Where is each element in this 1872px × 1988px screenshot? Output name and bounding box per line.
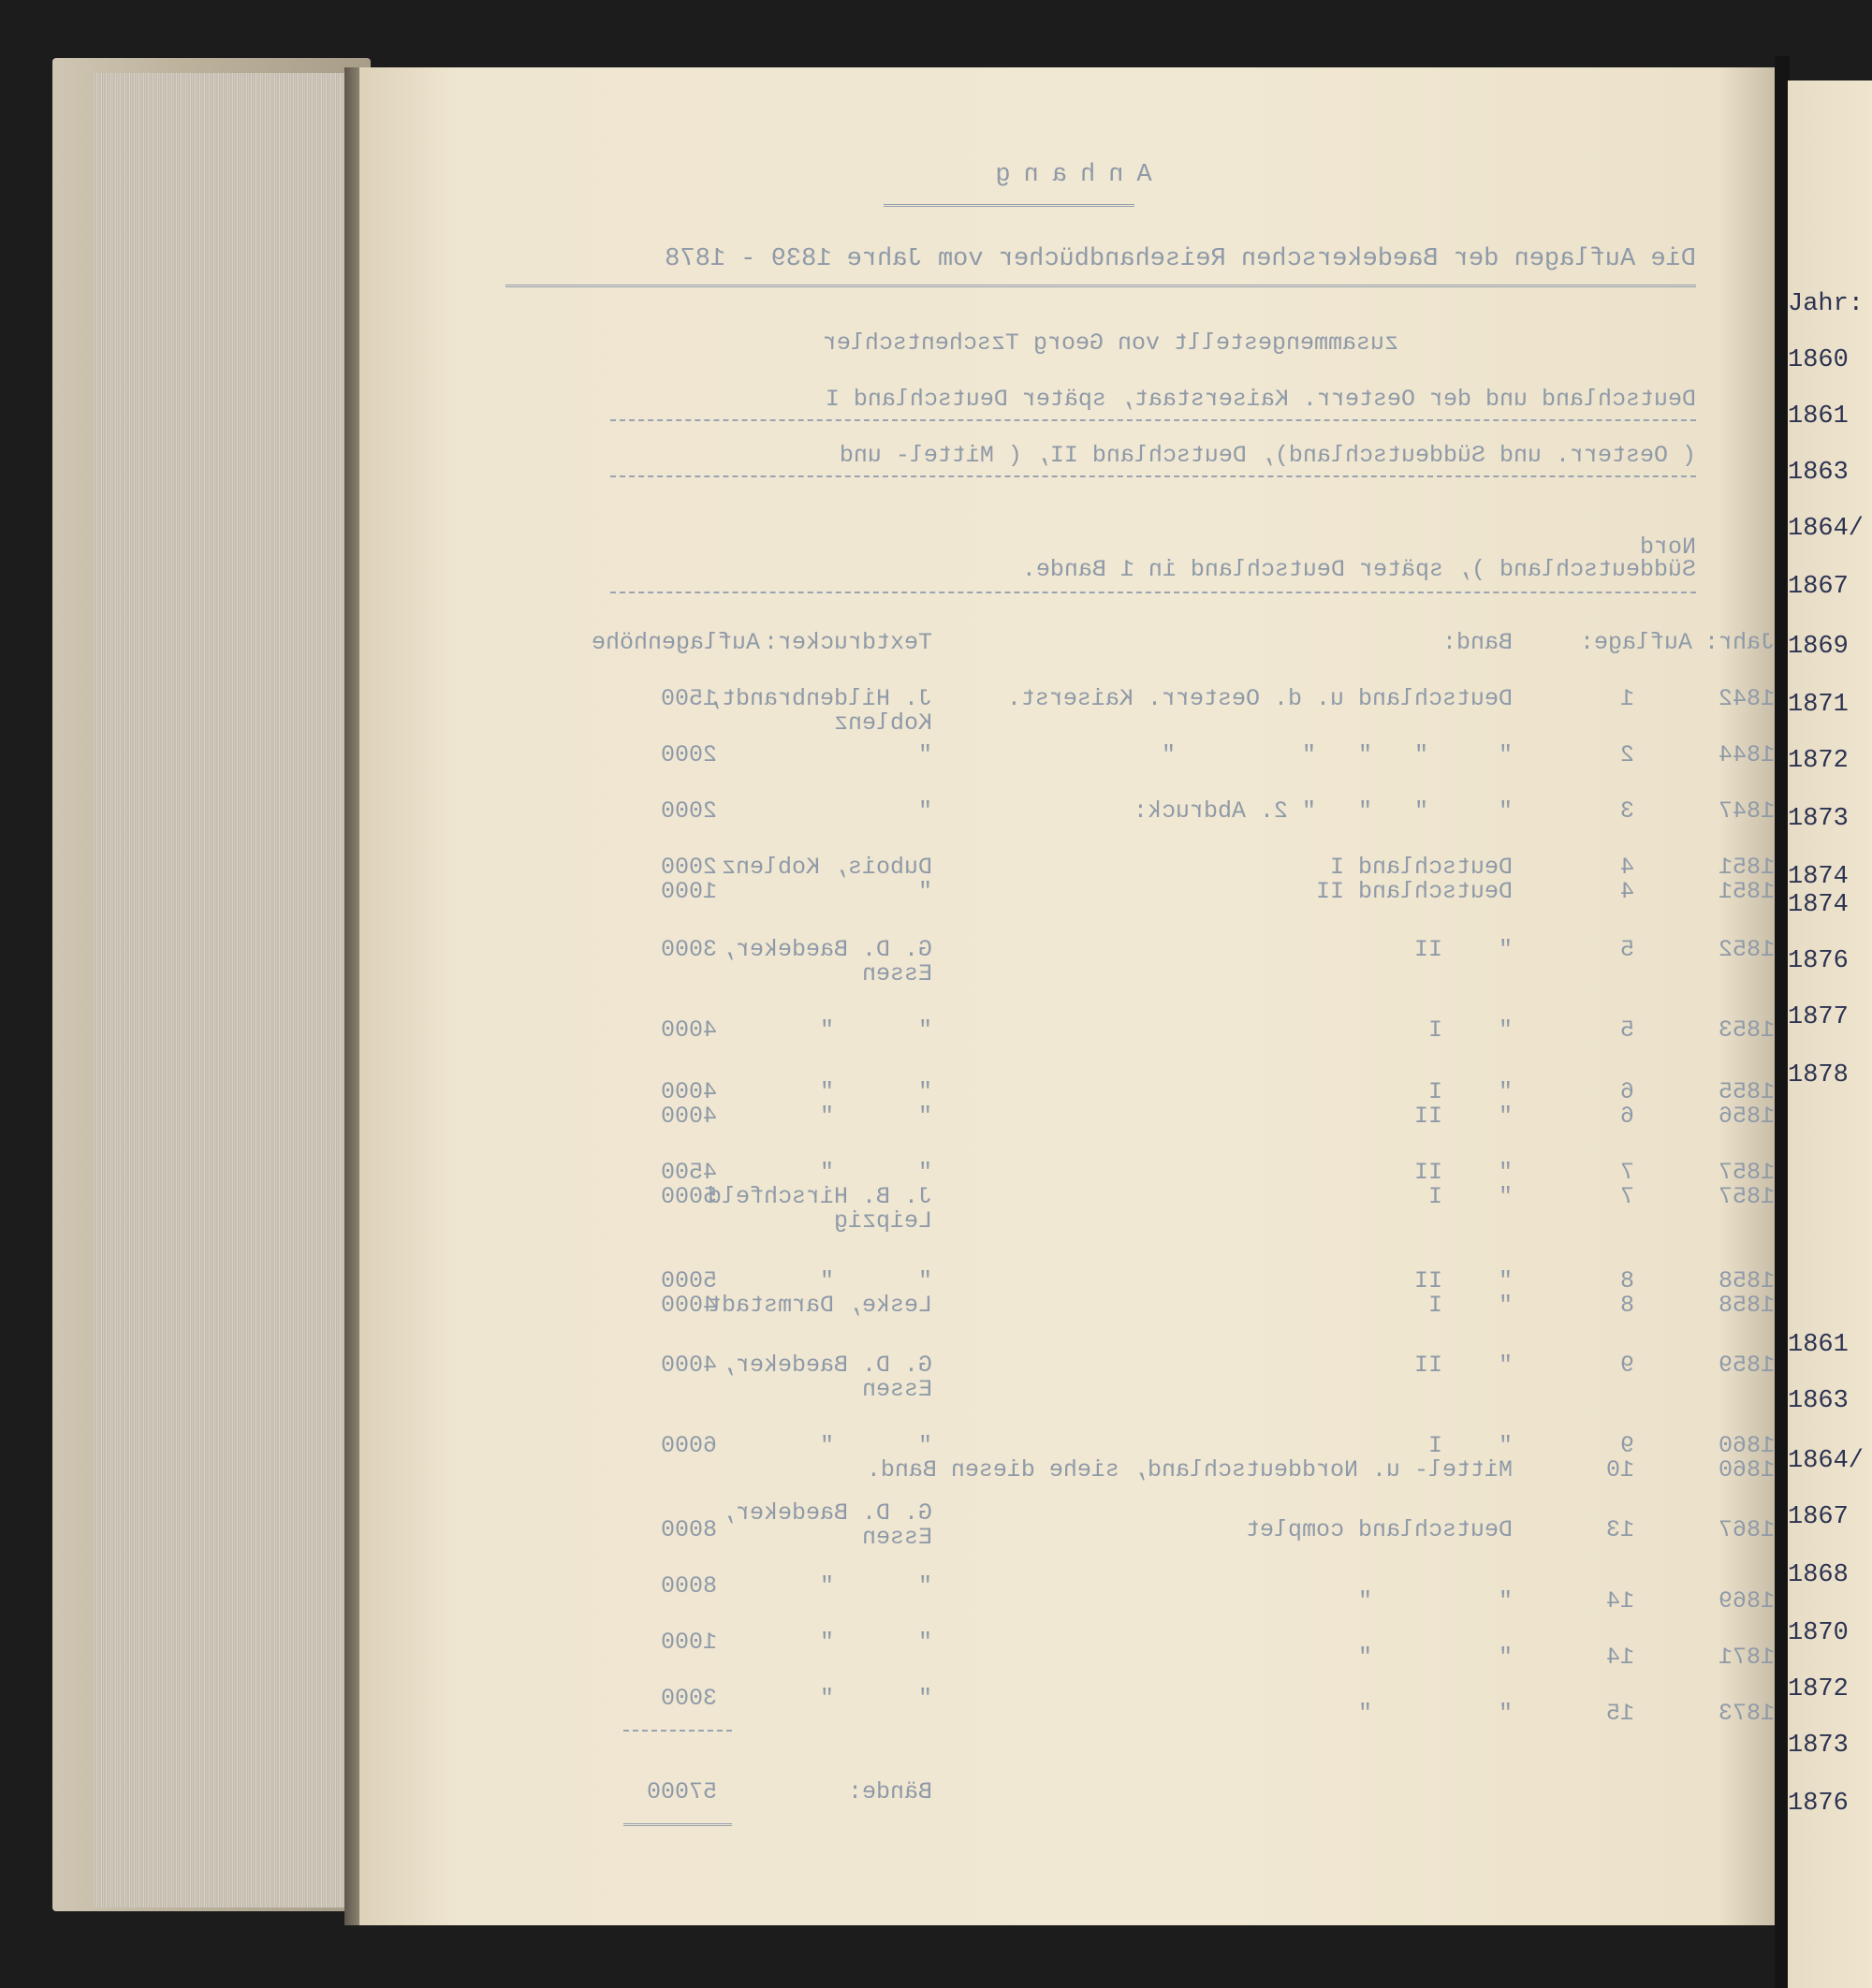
right-year: 1867	[1788, 573, 1849, 601]
cell-jahr: 1855	[1718, 1078, 1775, 1105]
cell-drucker: " "	[819, 1685, 932, 1712]
cell-hoehe: 2000	[660, 741, 717, 768]
right-year: 1874	[1788, 891, 1849, 919]
footer-label: Bände:	[847, 1778, 932, 1805]
col-auflage: Auflage:	[1579, 629, 1692, 656]
cell-jahr: 1851	[1718, 854, 1775, 881]
cell-drucker-ort: Essen	[861, 1376, 932, 1403]
right-year: 1873	[1788, 805, 1849, 833]
cell-band: Deutschland u. d. Oesterr. Kaiserst.	[1006, 685, 1513, 712]
cell-hoehe: 2000	[660, 797, 717, 825]
cell-jahr: 1842	[1718, 685, 1775, 712]
cell-auflage: 13	[1605, 1516, 1634, 1543]
col-band: Band:	[1441, 629, 1513, 656]
cell-auflage: 9	[1619, 1432, 1634, 1459]
cell-auflage: 9	[1619, 1352, 1634, 1379]
cell-drucker: G. D. Baedeker,	[721, 936, 932, 963]
cell-drucker: " "	[819, 1159, 932, 1186]
cell-drucker: J. B. Hirschfeld	[707, 1183, 932, 1210]
cell-hoehe: 4000	[660, 1016, 717, 1044]
cell-drucker-ort: Leipzig	[833, 1207, 932, 1235]
cell-auflage: 15	[1605, 1700, 1634, 1727]
right-year: 1872	[1788, 747, 1849, 775]
cell-auflage: 3	[1619, 797, 1634, 825]
cell-drucker: " "	[819, 1267, 932, 1294]
cell-drucker: " "	[819, 1432, 932, 1459]
cell-jahr: 1856	[1718, 1103, 1775, 1130]
cell-jahr: 1857	[1718, 1159, 1775, 1186]
right-year: 1863	[1788, 459, 1849, 487]
sum-underline	[623, 1730, 732, 1732]
cell-auflage: 2	[1619, 741, 1634, 768]
right-year: 1874	[1788, 863, 1849, 891]
cell-band: Deutschland I	[1329, 854, 1513, 881]
cell-hoehe: 4000	[660, 1078, 717, 1105]
right-year: 1876	[1788, 947, 1849, 975]
cell-auflage: 7	[1619, 1183, 1634, 1210]
cell-auflage: 8	[1619, 1267, 1634, 1294]
cell-drucker: " "	[819, 1078, 932, 1105]
cell-hoehe: 4500	[660, 1159, 717, 1186]
scope-line-3: Süddeutschland ), später Deutschland in 1 Bande.	[1021, 556, 1696, 583]
cell-auflage: 8	[1619, 1292, 1634, 1319]
cell-jahr: 1857	[1718, 1183, 1775, 1210]
right-year: 1864/	[1788, 515, 1865, 543]
cell-drucker: " "	[819, 1103, 932, 1130]
col-jahr: Jahr:	[1704, 629, 1775, 656]
cell-jahr: 1859	[1718, 1352, 1775, 1379]
cell-jahr: 1853	[1718, 1016, 1775, 1044]
cell-auflage: 6	[1619, 1103, 1634, 1130]
col-auflagenhoehe: Auflagenhöhe	[591, 629, 760, 656]
cell-hoehe: 5000	[660, 1183, 717, 1210]
cell-hoehe: 6000	[660, 1432, 717, 1459]
cell-hoehe: 2000	[660, 854, 717, 881]
cell-drucker: "	[917, 878, 932, 905]
right-year: 1861	[1788, 402, 1849, 431]
sum-double-underline	[623, 1823, 732, 1826]
cell-drucker: Leske, Darmstadt	[707, 1292, 932, 1319]
cell-jahr: 1844	[1718, 741, 1775, 768]
cell-drucker: G. D. Baedeker,	[721, 1499, 932, 1527]
cell-auflage: 4	[1619, 854, 1634, 881]
right-year: 1867	[1788, 1503, 1849, 1531]
cell-jahr: 1858	[1718, 1267, 1775, 1294]
cell-auflage: 5	[1619, 936, 1634, 963]
cell-band: " " " " 2. Abdruck:	[1133, 797, 1513, 825]
cell-hoehe: 3000	[660, 1685, 717, 1712]
right-header: Jahr:	[1788, 290, 1865, 318]
cell-jahr: 1867	[1718, 1516, 1775, 1543]
cell-hoehe: 4000	[660, 1352, 717, 1379]
cell-drucker-ort: Koblenz	[833, 709, 932, 737]
scope-underline-3	[610, 592, 1696, 593]
cell-jahr: 1860	[1718, 1456, 1775, 1484]
cell-band: " II	[1413, 1352, 1513, 1379]
cell-hoehe: 1000	[660, 878, 717, 905]
cell-auflage: 4	[1619, 878, 1634, 905]
cell-drucker: " "	[819, 1572, 932, 1600]
cell-hoehe: 5000	[660, 1267, 717, 1294]
cell-jahr: 1847	[1718, 797, 1775, 825]
cell-band: " II	[1413, 1159, 1513, 1186]
cell-drucker: G. D. Baedeker,	[721, 1352, 932, 1379]
cell-auflage: 14	[1605, 1644, 1634, 1671]
cell-drucker-ort: Essen	[861, 1524, 932, 1551]
cell-auflage: 5	[1619, 1016, 1634, 1044]
cell-band: " I	[1427, 1292, 1513, 1319]
cell-band: " II	[1413, 1267, 1513, 1294]
right-year: 1868	[1788, 1561, 1849, 1589]
cell-drucker: "	[917, 797, 932, 825]
cell-drucker: " "	[819, 1016, 932, 1044]
cell-band: " "	[1357, 1644, 1513, 1671]
cell-hoehe: 3000	[660, 936, 717, 963]
cell-band: " I	[1427, 1432, 1513, 1459]
scope-line-2: ( Oesterr. und Süddeutschland), Deutschland II, ( Mittel- und	[839, 442, 1696, 469]
right-year: 1869	[1788, 633, 1849, 661]
appendix-title: Anhang	[982, 161, 1152, 189]
right-year: 1878	[1788, 1061, 1849, 1089]
cell-band: " II	[1413, 936, 1513, 963]
cell-band: " I	[1427, 1078, 1513, 1105]
title-underline	[884, 204, 1134, 207]
right-year: 1860	[1788, 346, 1849, 374]
right-year: 1873	[1788, 1732, 1849, 1760]
cell-auflage: 14	[1605, 1587, 1634, 1615]
cell-drucker: "	[917, 741, 932, 768]
footer-sum: 57000	[646, 1778, 717, 1805]
scope-underline-2	[610, 475, 1696, 477]
cell-hoehe: 4000	[660, 1292, 717, 1319]
cell-jahr: 1869	[1718, 1587, 1775, 1615]
right-year: 1877	[1788, 1003, 1849, 1031]
cell-band: " "	[1357, 1700, 1513, 1727]
scope-line-3-correction: Nord	[1639, 534, 1696, 561]
cell-drucker: J. Hildenbrandt,	[707, 685, 932, 712]
cell-auflage: 10	[1605, 1456, 1634, 1484]
subtitle: Die Auflagen der Baedekerschen Reisehandbücher vom Jahre 1839 - 1878	[665, 245, 1696, 273]
cell-hoehe: 1000	[660, 1629, 717, 1656]
cell-band: " I	[1427, 1183, 1513, 1210]
cell-jahr: 1858	[1718, 1292, 1775, 1319]
cell-auflage: 1	[1619, 685, 1634, 712]
right-year: 1863	[1788, 1387, 1849, 1415]
page-block-edge	[94, 73, 358, 1908]
subtitle-underline	[505, 285, 1696, 287]
cell-band: " " " " "	[1161, 741, 1513, 768]
cell-band: Deutschland II	[1315, 878, 1513, 905]
scope-underline-1	[610, 419, 1696, 421]
right-year: 1871	[1788, 691, 1849, 719]
cell-jahr: 1852	[1718, 936, 1775, 963]
compiler-line: zusammengestellt von Georg Tzschentschler	[822, 329, 1398, 357]
mirrored-typescript	[359, 67, 1775, 1925]
cell-band: Deutschland complet	[1245, 1516, 1513, 1543]
cell-hoehe: 4000	[660, 1103, 717, 1130]
cell-drucker: " "	[819, 1629, 932, 1656]
cell-band: Mittel- u. Norddeutschland, siehe diesen Band.	[866, 1456, 1513, 1484]
cell-band: " II	[1413, 1103, 1513, 1130]
cell-hoehe: 8000	[660, 1516, 717, 1543]
cell-band: " "	[1357, 1587, 1513, 1615]
scope-line-1: Deutschland und der Oesterr. Kaiserstaat, später Deutschland I	[825, 386, 1696, 413]
right-year: 1876	[1788, 1790, 1849, 1818]
right-page-column	[1788, 80, 1872, 1988]
cell-jahr: 1871	[1718, 1644, 1775, 1671]
cell-jahr: 1873	[1718, 1700, 1775, 1727]
right-year: 1872	[1788, 1675, 1849, 1703]
cell-hoehe: 8000	[660, 1572, 717, 1600]
cell-drucker: Dubois, Koblenz	[721, 854, 932, 881]
cell-auflage: 7	[1619, 1159, 1634, 1186]
cell-drucker-ort: Essen	[861, 960, 932, 987]
cell-jahr: 1851	[1718, 878, 1775, 905]
cell-hoehe: 1500	[660, 685, 717, 712]
right-year: 1864/	[1788, 1447, 1865, 1475]
right-year: 1870	[1788, 1619, 1849, 1647]
cell-auflage: 6	[1619, 1078, 1634, 1105]
cell-jahr: 1860	[1718, 1432, 1775, 1459]
right-year: 1861	[1788, 1331, 1849, 1359]
cell-band: " I	[1427, 1016, 1513, 1044]
col-textdrucker: Textdrucker:	[763, 629, 932, 656]
